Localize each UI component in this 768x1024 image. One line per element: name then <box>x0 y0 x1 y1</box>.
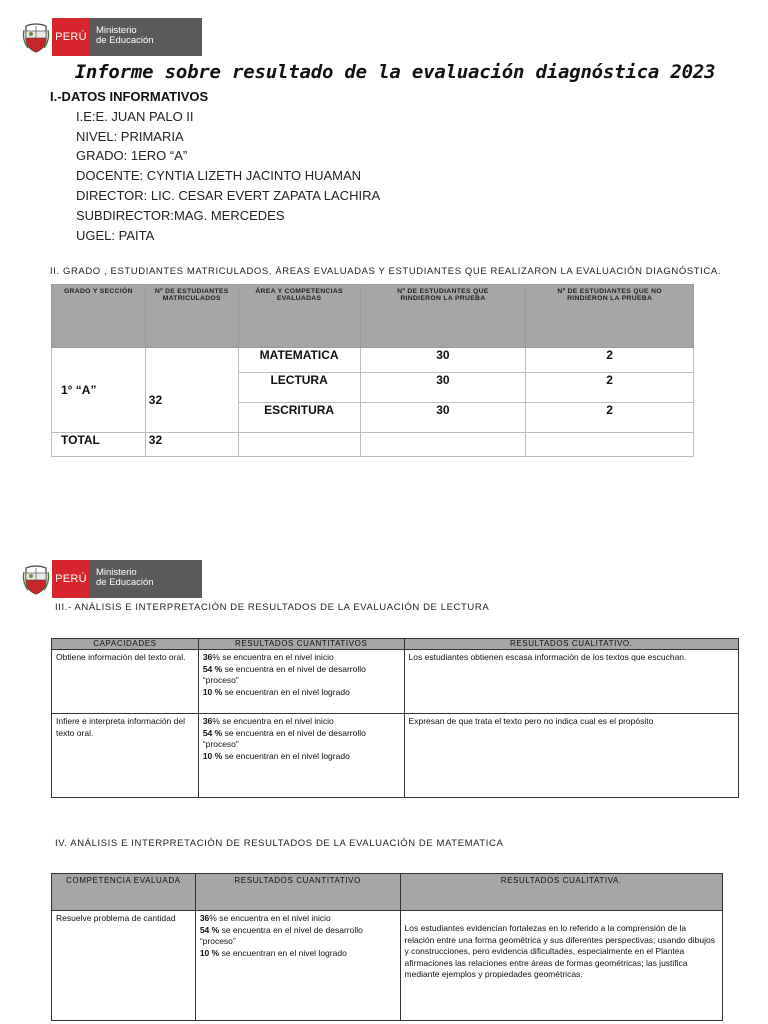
table-row <box>52 714 739 798</box>
peru-coat-of-arms-icon <box>20 18 52 56</box>
area-cell: ESCRITURA <box>238 403 360 433</box>
capacity-cell: Obtiene información del texto oral. <box>52 650 199 714</box>
peru-coat-of-arms-icon <box>20 560 52 598</box>
took-test-cell: 30 <box>360 373 526 403</box>
did-not-take-cell: 2 <box>526 403 694 433</box>
ministry-logo <box>20 18 202 56</box>
reading-results-table <box>51 638 739 798</box>
qualitative-cell: Expresan de que trata el texto pero no indica cual es el propósito <box>404 714 738 798</box>
header-competency: COMPETENCIA EVALUADA <box>52 874 196 911</box>
total-row <box>52 433 694 457</box>
math-results-table <box>51 873 723 1021</box>
took-test-cell: 30 <box>360 348 526 373</box>
total-value: 32 <box>145 433 238 457</box>
quantitative-cell: 36% se encuentra en el nivel inicio 54 % se encuentra en el nivel de desarrollo “proceso” 10 % se encuentran en el nivel logrado <box>198 714 404 798</box>
did-not-take-cell: 2 <box>526 348 694 373</box>
competency-cell: Resuelve problema de cantidad <box>52 911 196 1021</box>
header-qualitative: RESULTADOS CUALITATIVO. <box>404 639 738 650</box>
quantitative-cell: 36% se encuentra en el nivel inicio 54 % se encuentra en el nivel de desarrollo “proceso” 10 % se encuentran en el nivel logrado <box>195 911 400 1021</box>
table-row <box>52 348 694 373</box>
section1-heading: I.-DATOS INFORMATIVOS <box>50 89 209 104</box>
header-did-not-take: Nº DE ESTUDIANTES QUE NO RINDIERON LA PRUEBA <box>526 285 694 348</box>
section2-heading: II. GRADO , ESTUDIANTES MATRICULADOS, ÁREAS EVALUADAS Y ESTUDIANTES QUE REALIZARON LA EVALUACIÓN DIAGNÓSTICA. <box>50 266 722 277</box>
document-title: Informe sobre resultado de la evaluación diagnóstica 2023 <box>74 61 716 83</box>
took-test-cell: 30 <box>360 403 526 433</box>
info-line-school: I.E:E. JUAN PALO II <box>76 109 194 124</box>
ministry-logo <box>20 560 202 598</box>
header-capacities: CAPACIDADES <box>52 639 199 650</box>
header-took-test: Nº DE ESTUDIANTES QUE RINDIERON LA PRUEBA <box>360 285 526 348</box>
enrollment-table <box>51 284 694 457</box>
header-quantitative: RESULTADOS CUANTITATIVO <box>195 874 400 911</box>
table-row <box>52 911 723 1021</box>
total-label: TOTAL <box>52 433 146 457</box>
area-cell: LECTURA <box>238 373 360 403</box>
capacity-cell: Infiere e interpreta información del texto oral. <box>52 714 199 798</box>
table-header-row <box>52 639 739 650</box>
info-line-grade: GRADO: 1ERO “A” <box>76 148 188 163</box>
section4-heading: IV. ANÁLISIS E INTERPRETACIÓN DE RESULTADOS DE LA EVALUACIÓN DE MATEMATICA <box>55 838 504 849</box>
ministry-label: Ministerio de Educación <box>90 18 202 56</box>
qualitative-cell: Los estudiantes obtienen escasa información de los textos que escuchan. <box>404 650 738 714</box>
peru-label: PERÚ <box>52 18 90 56</box>
table-header-row <box>52 285 694 348</box>
enrolled-cell: 32 <box>145 348 238 433</box>
info-line-ugel: UGEL: PAITA <box>76 228 155 243</box>
header-enrolled: Nº DE ESTUDIANTES MATRICULADOS <box>145 285 238 348</box>
header-qualitative: RESULTADOS CUALITATIVA. <box>400 874 722 911</box>
grade-cell: 1° “A” <box>52 348 146 433</box>
info-line-teacher: DOCENTE: CYNTIA LIZETH JACINTO HUAMAN <box>76 168 362 183</box>
info-line-level: NIVEL: PRIMARIA <box>76 129 184 144</box>
header-quantitative: RESULTADOS CUANTITATIVOS <box>198 639 404 650</box>
table-header-row <box>52 874 723 911</box>
header-area: ÁREA Y COMPETENCIAS EVALUADAS <box>238 285 360 348</box>
ministry-label: Ministerio de Educación <box>90 560 202 598</box>
area-cell: MATEMATICA <box>238 348 360 373</box>
table-row <box>52 650 739 714</box>
qualitative-cell: Los estudiantes evidencian fortalezas en lo referido a la comprensión de la relación entre una forma geométrica y sus diferentes perspectivas; usando dibujos y construcciones, pero evidencia dificultades, especialmente en el Plantea afirmaciones las relaciones entre áreas de formas geométricas; las justifica mediante ejemplos y propiedades geométricas. <box>400 911 722 1021</box>
info-line-subdirector: SUBDIRECTOR:MAG. MERCEDES <box>76 208 285 223</box>
header-grade: GRADO Y SECCIÓN <box>52 285 146 348</box>
section3-heading: III.- ANÁLISIS E INTERPRETACIÓN DE RESULTADOS DE LA EVALUACIÓN DE LECTURA <box>55 602 490 613</box>
did-not-take-cell: 2 <box>526 373 694 403</box>
peru-label: PERÚ <box>52 560 90 598</box>
quantitative-cell: 36% se encuentra en el nivel inicio 54 % se encuentra en el nivel de desarrollo “proceso” 10 % se encuentran en el nivel logrado <box>198 650 404 714</box>
info-line-director: DIRECTOR: LIC. CESAR EVERT ZAPATA LACHIRA <box>76 188 381 203</box>
